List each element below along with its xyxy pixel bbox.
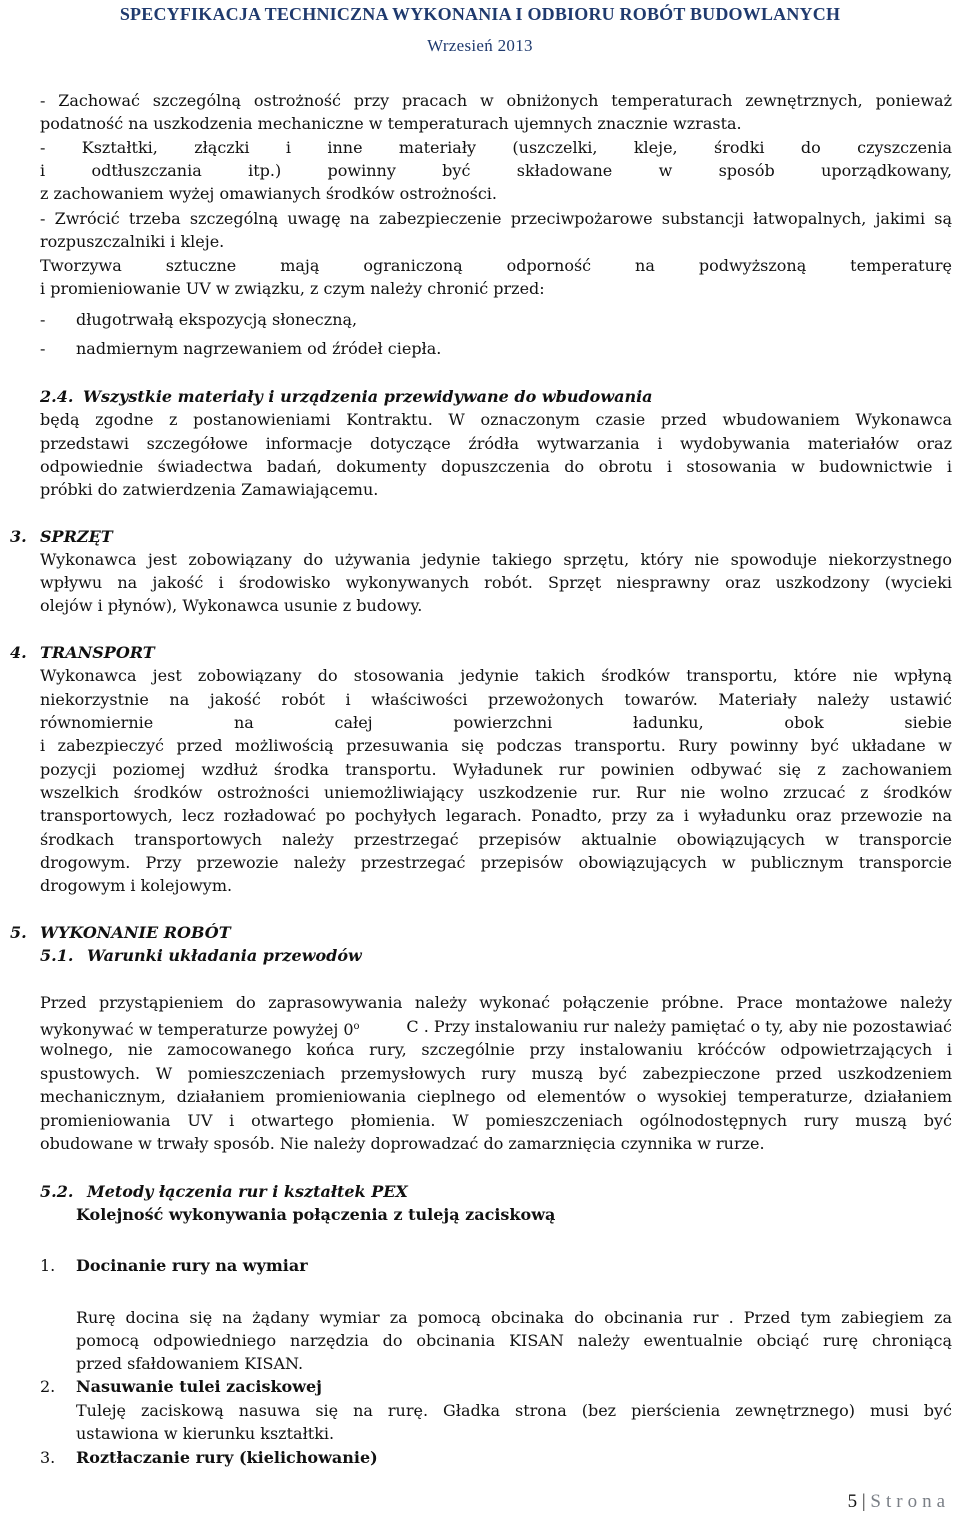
paragraph-line: pozycji poziomej wzdłuż środka transportu. Wyładunek rur powinien odbywać się z zachowaniem <box>40 760 952 779</box>
subsection-number: 5.1. <box>40 946 74 965</box>
paragraph-line: olejów i płynów), Wykonawca usunie z budowy. <box>40 596 423 615</box>
step-title: Docinanie rury na wymiar <box>76 1256 308 1275</box>
text-fragment: C . Przy instalowaniu rur należy pamiętać o ty, aby nie pozostawiać <box>406 1017 952 1036</box>
section-title: SPRZĘT <box>40 527 113 546</box>
paragraph-line: Wykonawca jest zobowiązany do stosowania jedynie takich środków transportu, które nie wpłyną <box>40 666 952 685</box>
step-title: Nasuwanie tulei zaciskowej <box>76 1377 322 1396</box>
paragraph-line: próbki do zatwierdzenia Zamawiającemu. <box>40 480 379 499</box>
paragraph-line: Tworzywa sztuczne mają ograniczoną odporność na podwyższoną temperaturę <box>40 256 952 275</box>
footer-separator: | <box>861 1491 866 1512</box>
subsection-heading-5-1 <box>40 944 952 967</box>
paragraph-line: spustowych. W pomieszczeniach przemysłowych rury muszą być zabezpieczone przed uszkodzeniem <box>40 1064 952 1083</box>
list-item: nadmiernym nagrzewaniem od źródeł ciepła. <box>76 339 442 358</box>
paragraph-line: i odtłuszczania itp.) powinny być składowane w sposób uporządkowany, <box>40 161 952 180</box>
section-number: 3. <box>10 527 27 546</box>
step-title: Roztłaczanie rury (kielichowanie) <box>76 1448 378 1467</box>
section-number: 2.4. <box>40 387 74 406</box>
paragraph-line: środkach transportowych należy przestrzegać przepisów aktualnie obowiązujących w transporcie <box>40 830 952 849</box>
paragraph-line: Rurę docina się na żądany wymiar za pomocą obcinaka do obcinania rur . Przed tym zabiegiem za <box>76 1308 952 1327</box>
subsection-title: Metody łączenia rur i kształtek PEX <box>86 1182 408 1201</box>
footer-page-label: Strona <box>870 1491 950 1512</box>
subsection-heading-5-2 <box>40 1180 952 1203</box>
step-number: 2. <box>40 1377 56 1396</box>
section-title: Wszystkie materiały i urządzenia przewidywane do wbudowania <box>82 387 653 406</box>
document-header-date: Wrzesień 2013 <box>427 36 533 55</box>
paragraph-line: pomocą odpowiedniego narzędzia do obcinania KISAN należy ewentualnie obciąć rurę chroniącą <box>76 1331 952 1350</box>
paragraph-line: - Kształtki, złączki i inne materiały (uszczelki, kleje, środki do czyszczenia <box>40 138 952 157</box>
section-title: TRANSPORT <box>40 643 155 662</box>
document-header-title: SPECYFIKACJA TECHNICZNA WYKONANIA I ODBIORU ROBÓT BUDOWLANYCH <box>119 4 841 24</box>
section-number: 4. <box>10 643 27 662</box>
paragraph-line: i promieniowanie UV w związku, z czym należy chronić przed: <box>40 279 545 298</box>
paragraph-line: drogowym. Przy przewozie należy przestrzegać przepisów obowiązujących w publicznym transporcie <box>40 853 952 872</box>
paragraph-line: - Zachować szczególną ostrożność przy pracach w obniżonych temperaturach zewnętrznych, ponieważ <box>40 91 952 110</box>
page-number: 5 <box>847 1491 858 1512</box>
page-footer <box>848 1490 950 1514</box>
step-number: 3. <box>40 1448 56 1467</box>
superscript: o <box>353 1021 360 1032</box>
subsection-number: 5.2. <box>40 1182 74 1201</box>
paragraph-line: drogowym i kolejowym. <box>40 876 233 895</box>
text-fragment: wykonywać w temperaturze powyżej 0$^o$ <box>40 1020 360 1039</box>
paragraph-line: Przed przystąpieniem do zaprasowywania należy wykonać połączenie próbne. Prace montażowe należy <box>40 993 952 1012</box>
paragraph-line: mechanicznym, działaniem promieniowania cieplnego od elementów o wysokiej temperaturze, działaniem <box>40 1087 952 1106</box>
paragraph-line: i zabezpieczyć przed możliwością przesuwania się podczas transportu. Rury powinny być układane w <box>40 736 952 755</box>
paragraph-line: ustawiona w kierunku kształtki. <box>76 1424 335 1443</box>
section-number: 5. <box>10 923 27 942</box>
paragraph-line: podatność na uszkodzenia mechaniczne w temperaturach ujemnych znacznie wzrasta. <box>40 114 742 133</box>
list-bullet: - <box>40 339 46 358</box>
paragraph-line: promieniowania UV i otwartego płomienia. W pomieszczeniach ogólnodostępnych rury muszą być <box>40 1111 952 1130</box>
paragraph-line: wszelkich środków ostrożności uniemożliwiający uszkodzenie rur. Rur nie wolno zrzucać z środków <box>40 783 952 802</box>
paragraph-line: wpływu na jakość i środowisko wykonywanych robót. Sprzęt niesprawny oraz uszkodzony (wycieki <box>40 573 952 592</box>
list-bullet: - <box>40 310 46 329</box>
paragraph-line: odpowiednie świadectwa badań, dokumenty dopuszczenia do obrotu i stosowania w budownictwie i <box>40 457 952 476</box>
paragraph-line: wolnego, nie zamocowanego końca rury, szczególnie przy instalowaniu króćców odpowietrzających i <box>40 1040 952 1059</box>
paragraph-line: przedstawi szczegółowe informacje dotyczące źródła wytwarzania i wydobywania materiałów oraz <box>40 434 952 453</box>
paragraph-line: obudowane w trwały sposób. Nie należy doprowadzać do zamarznięcia czynnika w rurze. <box>40 1134 765 1153</box>
paragraph-line: niekorzystnie na jakość robót i właściwości przewożonych towarów. Materiały należy ustawić <box>40 690 952 709</box>
paragraph-line: będą zgodne z postanowieniami Kontraktu. W oznaczonym czasie przed wbudowaniem Wykonawca <box>40 410 952 429</box>
paragraph-line: - Zwrócić trzeba szczególną uwagę na zabezpieczenie przeciwpożarowe substancji łatwopalnych, jakimi są <box>40 209 952 228</box>
paragraph-line: transportowych, lecz rozładować po pochyłych legarach. Ponadto, przy za i wyładunku oraz przewozie na <box>40 806 952 825</box>
list-item: długotrwałą ekspozycją słoneczną, <box>76 310 358 329</box>
section-heading-2-4 <box>40 385 952 408</box>
paragraph-line: Wykonawca jest zobowiązany do używania jedynie takiego sprzętu, który nie spowoduje niekorzystnego <box>40 550 952 569</box>
subsection-subtitle: Kolejność wykonywania połączenia z tuleją zaciskową <box>76 1205 556 1224</box>
paragraph-line: rozpuszczalniki i kleje. <box>40 232 225 251</box>
paragraph-line: przed sfałdowaniem KISAN. <box>76 1354 304 1373</box>
paragraph-line: Tuleję zaciskową nasuwa się na rurę. Gładka strona (bez pierścienia zewnętrznego) musi być <box>76 1401 952 1420</box>
section-title: WYKONANIE ROBÓT <box>40 923 231 942</box>
paragraph-line: z zachowaniem wyżej omawianych środków ostrożności. <box>40 184 497 203</box>
step-number: 1. <box>40 1256 56 1275</box>
subsection-title: Warunki układania przewodów <box>86 946 362 965</box>
paragraph-line: równomiernie na całej powierzchni ładunku, obok siebie <box>40 713 952 732</box>
